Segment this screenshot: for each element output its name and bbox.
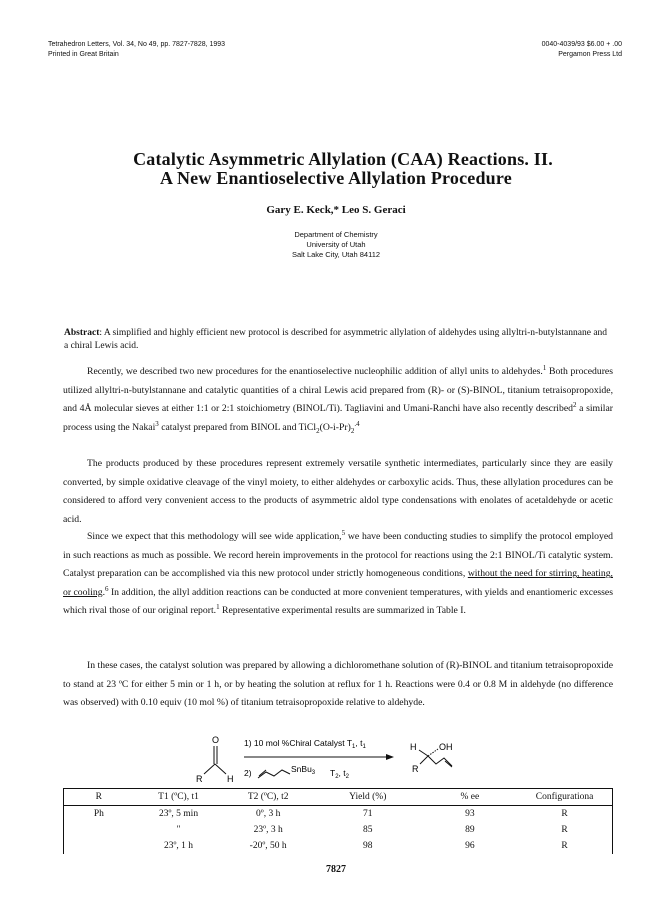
aldehyde-r-label: R [196, 774, 203, 784]
cell-t1: 23º, 1 h [163, 840, 194, 851]
ref-1b: 1 [216, 603, 220, 612]
table-row [64, 822, 613, 838]
p3-text-c: . [102, 586, 105, 598]
col-header-t2: T2 (ºC), t2 [223, 789, 313, 806]
cell-t2: 0º, 3 h [256, 808, 281, 819]
ref-6: 6 [105, 584, 109, 593]
title-line-2: A New Enantioselective Allylation Procedure [160, 168, 512, 188]
affiliation-city: Salt Lake City, Utah 84112 [291, 250, 381, 259]
cell-yield: 98 [363, 840, 373, 851]
cell-r [64, 822, 134, 838]
table-row [64, 838, 613, 854]
product-r-label: R [412, 764, 419, 774]
paragraph-4 [63, 657, 613, 713]
cell-r: Ph [64, 806, 134, 823]
cell-ee: 89 [465, 824, 475, 835]
cell-yield: 85 [363, 824, 373, 835]
table-header-row [64, 789, 613, 806]
article-title [0, 150, 672, 188]
abstract-label: Abstract [64, 328, 100, 338]
ref-3: 3 [155, 419, 159, 428]
p1-text-e: (O-i-Pr) [319, 421, 351, 433]
affiliation [0, 230, 672, 260]
product-oh-label: OH [439, 742, 453, 752]
cell-yield: 71 [363, 808, 373, 819]
ref-2: 2 [572, 400, 577, 409]
ref-5: 5 [341, 528, 346, 537]
p1-sub-d: 2 [316, 426, 320, 435]
step1-condition: 1) 10 mol %Chiral Catalyst $T_1$, $t_1$ [244, 738, 366, 750]
paragraph-2 [63, 455, 613, 529]
step2-number: 2) [244, 768, 252, 778]
allylstannane-chain [258, 770, 290, 778]
p1-text-c: a similar process using the Nakai [63, 403, 613, 433]
page-number: 7827 [326, 864, 346, 875]
product-h-bond [419, 750, 428, 756]
p3-text-a: Since we expect that this methodology will see wide application, [87, 531, 342, 542]
abstract-text: : A simplified and highly efficient new protocol is described for asymmetric allylation of aldehydes using allyltri-n-butylstannane and a chiral Lewis acid. [64, 328, 608, 351]
p1-text-a: Recently, we described two new procedures for the enantioselective nucleophilic addition of allyl units to aldehydes. [87, 366, 543, 377]
product-oh-hash-bond [428, 749, 438, 756]
affiliation-univ: University of Utah [306, 240, 366, 249]
ref-1: 1 [542, 363, 547, 372]
cell-ee: 93 [465, 808, 475, 819]
cell-config: R [517, 838, 612, 854]
running-header-left [48, 40, 225, 60]
title-line-1: Catalytic Asymmetric Allylation (CAA) Reactions. II. [133, 149, 553, 169]
running-header-right [542, 40, 622, 60]
p3-text-e: Representative experimental results are summarized in Table I. [219, 605, 466, 617]
col-header-ee: % ee [423, 789, 518, 806]
reaction-scheme-svg [190, 734, 510, 790]
col-header-r: R [64, 789, 134, 806]
table-row [64, 806, 613, 823]
cell-t1: " [176, 824, 181, 835]
journal-citation: Tetrahedron Letters, Vol. 34, No 49, pp. 7827-7828, 1993 [48, 41, 226, 48]
col-header-config: Configurationa [517, 789, 612, 806]
product-h-label: H [410, 742, 417, 752]
p3-text-b: we have been conducting studies to simplify the protocol employed in such reactions as much as possible. We record herein improvements in the protocol for reactions using the 2:1 BINOL/Ti catalytic system. Catalyst preparation can be accomplished via this new protocol under strictly homogeneous conditions, [63, 531, 613, 580]
cell-t2: 23º, 3 h [253, 824, 283, 835]
cell-t2: -20º, 50 h [249, 840, 287, 851]
p4-text: In these cases, the catalyst solution was prepared by allowing a dichloromethane solution of (R)-BINOL and titanium tetraisopropoxide to stand at 23 ºC for either 5 min or 1 h, or by heating the solution at reflux for 1 h. Reactions were 0.4 or 0.8 M in aldehyde (no difference was observed) with 0.10 equiv (10 mol %) of titanium tetraisopropoxide relative to aldehyde. [63, 660, 613, 709]
reaction-scheme [190, 734, 510, 790]
paragraph-3 [63, 528, 613, 621]
publisher: Pergamon Press Ltd [558, 51, 622, 58]
p2-text: The products produced by these procedures represent extremely versatile synthetic intermediates, particularly since they are easily converted, by simple oxidative cleavage of the vinyl moiety, to either aldehydes or carboxylic acids. Thus, these allylation procedures can be considered to afford very convenient access to the products of asymmetric aldol type condensations with enolates of acetaldehyde or acetic acid. [63, 458, 613, 525]
cell-ee: 96 [465, 840, 475, 851]
cell-r [64, 838, 134, 854]
aldehyde-h-label: H [227, 774, 234, 784]
results-table [63, 788, 613, 854]
paragraph-1 [63, 363, 613, 437]
p1-text-b: Both procedures utilized allyltri-n-butylstannane and catalytic quantities of a chiral Lewis acid prepared from (R)- or (S)-BINOL, titanium tetraisopropoxide, and 4Å molecular sieves at either 1:1 or 2:1 stoichiometry (BINOL/Ti). Tagliavini and Umani-Ranchi have also recently described [63, 366, 614, 415]
arrow-head [386, 754, 394, 760]
abstract [64, 327, 612, 353]
price-code: 0040-4039/93 $6.00 + .00 [541, 41, 622, 48]
col-header-t1: T1 (ºC), t1 [134, 789, 224, 806]
ref-4: .4 [354, 419, 360, 428]
p3-underlined: without the need for stirring, heating, or cooling [63, 568, 613, 598]
product-r-bond [420, 756, 428, 764]
col-header-yield: Yield (%) [313, 789, 423, 806]
aldehyde-o-label: O [212, 735, 220, 745]
aldehyde-h-bond [215, 764, 226, 774]
printed-location: Printed in Great Britain [48, 51, 119, 58]
cell-config: R [517, 806, 612, 823]
affiliation-dept: Department of Chemistry [294, 230, 378, 239]
cell-config: R [517, 822, 612, 838]
stannane-label: SnBu$_3$ [291, 764, 316, 776]
p1-sub-e: 2 [350, 426, 355, 435]
cell-t1: 23º, 5 min [158, 808, 199, 819]
p1-text-d: catalyst prepared from BINOL and TiCl [158, 421, 317, 433]
authors: Gary E. Keck,* Leo S. Geraci [266, 204, 406, 216]
p3-text-d: In addition, the allyl addition reactions can be conducted at more convenient temperatures, with yields and enantiomeric excesses which rival those of our original report. [63, 586, 613, 617]
aldehyde-r-bond [204, 764, 215, 774]
step2-condition: $T_2$, $t_2$ [330, 768, 349, 780]
